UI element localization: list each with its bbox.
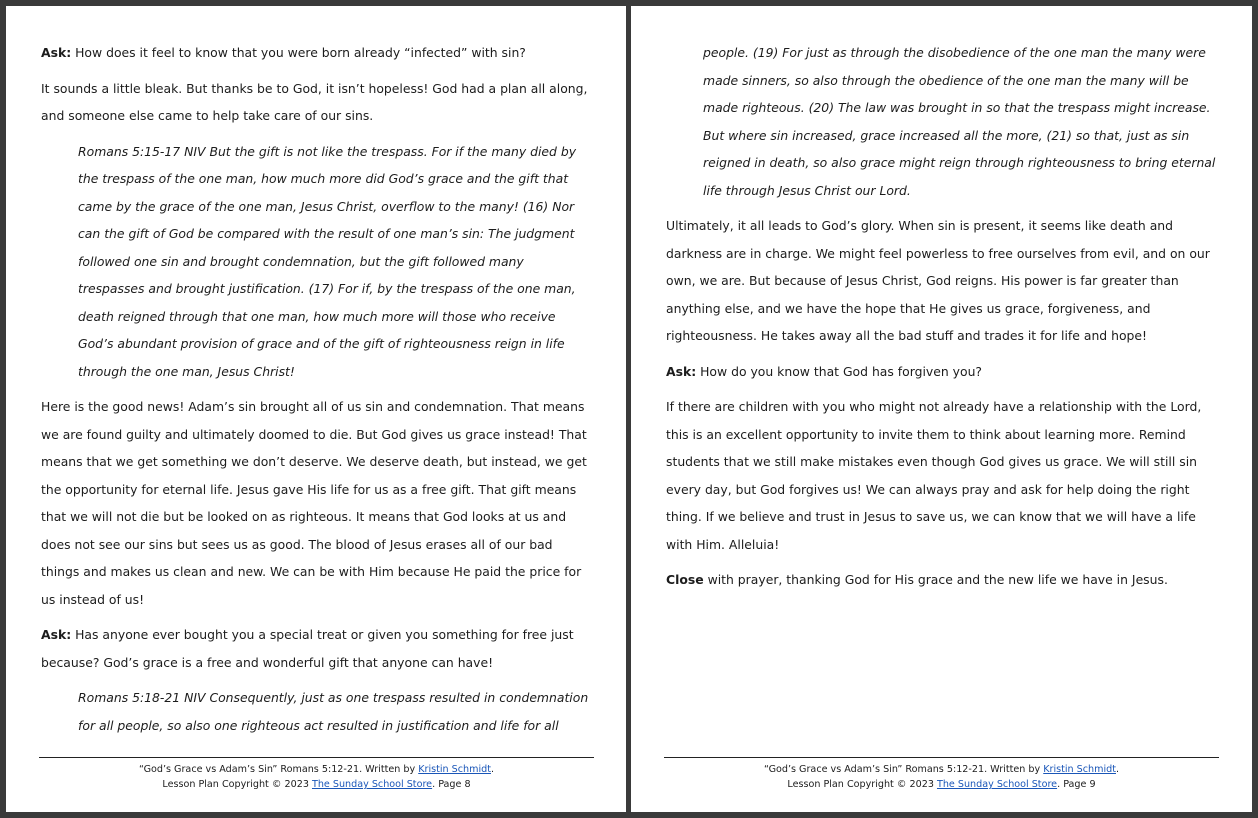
footer-text: .	[490, 764, 495, 775]
close-label: Close	[666, 572, 704, 587]
body-paragraph: It sounds a little bleak. But thanks be to God, it isn’t hopeless! God had a plan all along, and someone else came to help take care of our sins.	[41, 80, 588, 123]
footer-text: “God’s Grace vs Adam’s Sin” Romans 5:12-21. Written by	[763, 764, 1044, 775]
ask-label: Ask:	[41, 45, 72, 60]
page-footer	[664, 757, 1219, 792]
page-8-body	[41, 39, 592, 747]
author-link[interactable]: Kristin Schmidt	[418, 764, 491, 775]
ask-text: Has anyone ever bought you a special treat or given you something for free just because? God’s grace is a free and wonderful gift that anyone can have!	[41, 627, 574, 670]
footer-text: Lesson Plan Copyright © 2023	[787, 779, 937, 790]
footer-line-2	[39, 777, 594, 792]
ask-text: How does it feel to know that you were born already “infected” with sin?	[71, 45, 526, 60]
ask-label: Ask:	[666, 363, 697, 379]
footer-line-2	[664, 777, 1219, 792]
ask-label: Ask:	[41, 627, 72, 642]
footer-line-1	[664, 762, 1219, 777]
body-paragraph: Ultimately, it all leads to God’s glory. When sin is present, it seems like death and darkness are in charge. We might feel powerless to free ourselves from evil, and on our own, we are. But because of Jesus Christ, God reigns. His power is far greater than anything else, and we have the hope that He gives us grace, forgiveness, and righteousness. He takes away all the bad stuff and trades it for life and hope!	[666, 218, 1210, 343]
store-link[interactable]: The Sunday School Store	[936, 779, 1058, 790]
page-9-body	[666, 39, 1218, 602]
page-9	[631, 6, 1252, 812]
close-text: with prayer, thanking God for His grace and the new life we have in Jesus.	[703, 572, 1168, 587]
scripture-quote-continued: people. (19) For just as through the disobedience of the one man the many were made sinners, so also through the obedience of the one man the many will be made righteous. (20) The law was brought in so that the trespass might increase. But where sin increased, grace increased all the more, (21) so that, just as sin reigned in death, so also grace might reign through righteousness to bring eternal life through Jesus Christ our Lord.	[703, 45, 1216, 198]
ask-prompt	[41, 39, 592, 67]
footer-line-1	[39, 762, 594, 777]
store-link[interactable]: The Sunday School Store	[311, 779, 433, 790]
ask-prompt	[41, 621, 592, 676]
footer-text: .	[1115, 764, 1120, 775]
author-link[interactable]: Kristin Schmidt	[1043, 764, 1116, 775]
scripture-quote: Romans 5:18-21 NIV Consequently, just as one trespass resulted in condemnation for all people, so also one righteous act resulted in justification and life for all	[78, 690, 589, 733]
scripture-quote: Romans 5:15-17 NIV But the gift is not like the trespass. For if the many died by the trespass of the one man, how much more did God’s grace and the gift that came by the grace of the one man, Jesus Christ, overflow to the many! (16) Nor can the gift of God be compared with the result of one man’s sin: The judgment followed one sin and brought condemnation, but the gift followed many trespasses and brought justification. (17) For if, by the trespass of the one man, death reigned through that one man, how much more will those who receive God’s abundant provision of grace and of the gift of righteousness reign in life through the one man, Jesus Christ!	[78, 143, 577, 379]
page-8	[6, 6, 626, 812]
page-footer	[39, 757, 594, 792]
body-paragraph: If there are children with you who might not already have a relationship with the Lord, this is an excellent opportunity to invite them to think about learning more. Remind students that we still make mistakes even though God gives us grace. We will still sin every day, but God forgives us! We can always pray and ask for help doing the right thing. If we believe and trust in Jesus to save us, we can know that we will have a life with Him. Alleluia!	[666, 399, 1202, 552]
ask-prompt	[666, 358, 1218, 386]
ask-text: How do you know that God has forgiven you?	[696, 363, 982, 379]
page-number: . Page 8	[432, 779, 471, 790]
close-prompt	[666, 566, 1218, 594]
body-paragraph: Here is the good news! Adam’s sin brought all of us sin and condemnation. That means we are found guilty and ultimately doomed to die. But God gives us grace instead! That means that we get something we don’t deserve. We deserve death, but instead, we get the opportunity for eternal life. Jesus gave His life for us as a free gift. That gift means that we will not die but be looked on as righteous. It means that God looks at us and does not see our sins but sees us as good. The blood of Jesus erases all of our bad things and makes us clean and new. We can be with Him because He paid the price for us instead of us!	[41, 399, 587, 607]
page-number: . Page 9	[1057, 779, 1096, 790]
footer-text: “God’s Grace vs Adam’s Sin” Romans 5:12-21. Written by	[138, 764, 419, 775]
footer-text: Lesson Plan Copyright © 2023	[162, 779, 312, 790]
